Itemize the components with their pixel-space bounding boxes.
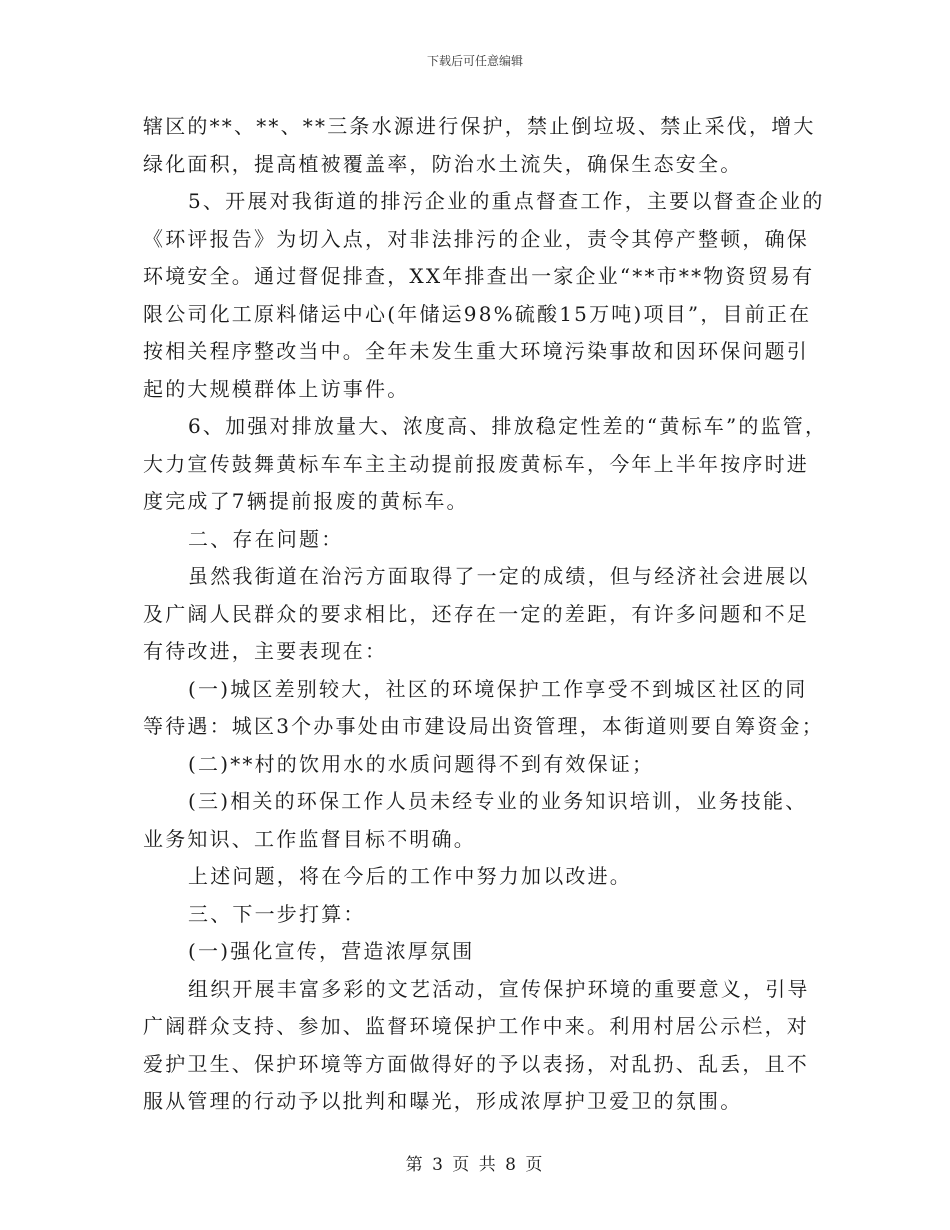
text-line: 《环评报告》为切入点，对非法排污的企业，责令其停产整顿，确保 <box>143 226 809 251</box>
text-line: 起的大规模群体上访事件。 <box>143 376 410 401</box>
paragraph-start: 5、开展对我街道的排污企业的重点督查工作，主要以督查企业的 <box>188 189 825 213</box>
text-line: 辖区的**、**、**三条水源进行保护，禁止倒垃圾、禁止采伐，增大 <box>143 114 816 138</box>
section-heading: 二、存在问题： <box>188 526 344 551</box>
text-line: 有待改进，主要表现在： <box>143 639 388 663</box>
paragraph-start: 6、加强对排放量大、浓度高、排放稳定性差的“黄标车”的监管， <box>188 414 828 438</box>
text-line: 按相关程序整改当中。全年未发生重大环境污染事故和因环保问题引 <box>143 339 809 363</box>
paragraph-start: 上述问题，将在今后的工作中努力加以改进。 <box>188 864 632 888</box>
text-line: 等待遇：城区3个办事处由市建设局出资管理，本街道则要自筹资金； <box>143 714 824 738</box>
paragraph-start: 组织开展丰富多彩的文艺活动，宣传保护环境的重要意义，引导 <box>188 976 810 1001</box>
paragraph-start: (一)城区差别较大，社区的环境保护工作享受不到城区社区的同 <box>188 676 808 701</box>
text-line: 绿化面积，提高植被覆盖率，防治水土流失，确保生态安全。 <box>143 151 743 176</box>
text-line: 限公司化工原料储运中心(年储运98%硫酸15万吨)项目”，目前正在 <box>143 301 812 326</box>
text-line: 服从管理的行动予以批判和曝光，形成浓厚护卫爱卫的氛围。 <box>143 1089 743 1113</box>
paragraph-start: (三)相关的环保工作人员未经专业的业务知识培训，业务技能、 <box>188 789 808 813</box>
text-line: 环境安全。通过督促排查，XX年排查出一家企业“**市**物资贸易有 <box>143 264 815 288</box>
document-body <box>143 108 833 1121</box>
paragraph-start: 虽然我街道在治污方面取得了一定的成绩，但与经济社会进展以 <box>188 564 810 588</box>
text-line: 爱护卫生、保护环境等方面做得好的予以表扬，对乱扔、乱丢，且不 <box>143 1051 809 1076</box>
text-line: 大力宣传鼓舞黄标车车主主动提前报废黄标车，今年上半年按序时进 <box>143 451 809 476</box>
text-line: 及广阔人民群众的要求相比，还存在一定的差距，有许多问题和不足 <box>143 601 809 626</box>
text-line: 度完成了7辆提前报废的黄标车。 <box>143 489 469 513</box>
paragraph-start: (二)**村的饮用水的水质问题得不到有效保证； <box>188 751 655 776</box>
section-heading: 三、下一步打算： <box>188 901 366 926</box>
text-line: 业务知识、工作监督目标不明确。 <box>143 826 476 851</box>
page-number: 第 3 页 共 8 页 <box>405 1155 545 1175</box>
subsection-heading: (一)强化宣传，营造浓厚氛围 <box>188 939 475 963</box>
page-header: 下载后可任意编辑 <box>426 54 523 68</box>
text-line: 广阔群众支持、参加、监督环境保护工作中来。利用村居公示栏，对 <box>143 1014 809 1038</box>
